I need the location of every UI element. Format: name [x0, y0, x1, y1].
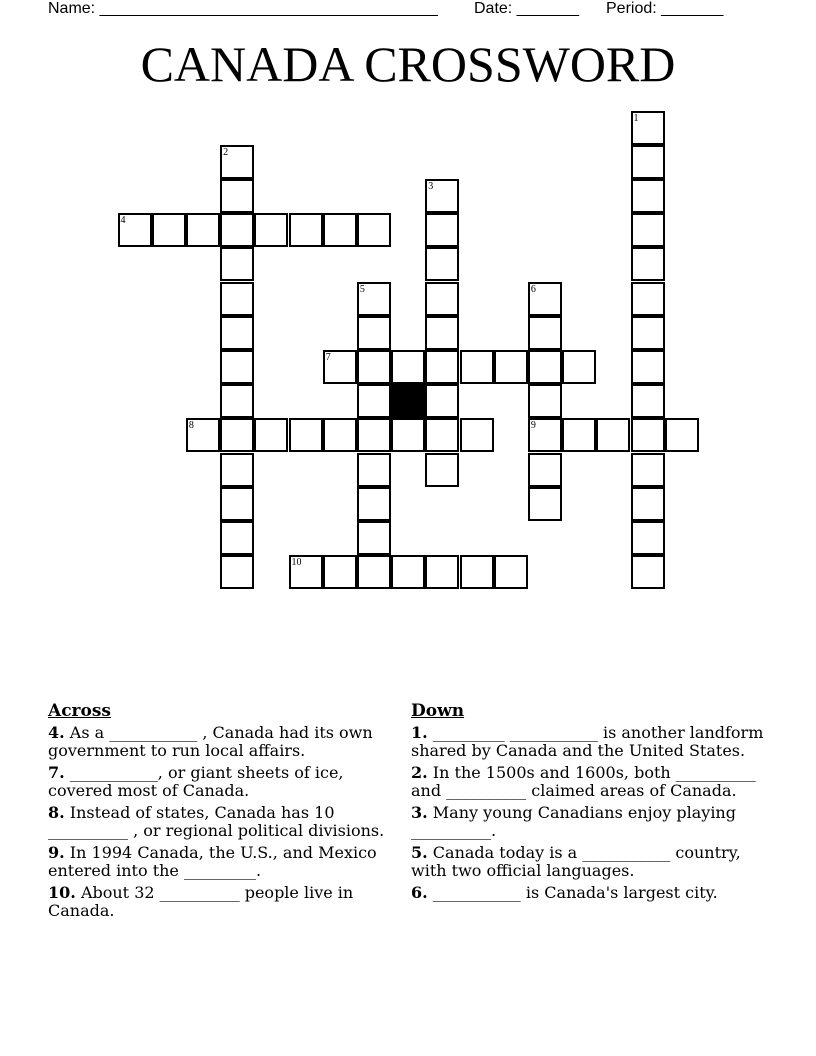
clue-across-4 — [48, 724, 393, 760]
crossword-cell[interactable] — [631, 418, 665, 452]
name-field[interactable]: Name: ______________________________________ — [48, 0, 438, 17]
crossword-cell[interactable] — [631, 213, 665, 247]
clue-number-label: 3 — [428, 180, 434, 192]
crossword-cell[interactable] — [220, 247, 254, 281]
across-heading: Across — [48, 701, 111, 721]
crossword-cell[interactable] — [323, 213, 357, 247]
crossword-cell[interactable] — [357, 487, 391, 521]
crossword-cell[interactable] — [357, 521, 391, 555]
clue-number-label: 2 — [223, 146, 229, 158]
crossword-cell[interactable] — [631, 555, 665, 589]
clue-text: ___________, or giant sheets of ice, covered most of Canada. — [48, 763, 344, 800]
crossword-cell[interactable] — [152, 213, 186, 247]
crossword-cell[interactable] — [631, 487, 665, 521]
crossword-cell[interactable] — [254, 213, 288, 247]
crossword-cell[interactable] — [323, 350, 357, 384]
page-title: CANADA CROSSWORD — [140, 36, 676, 92]
clue-across-10 — [48, 884, 393, 920]
crossword-cell[interactable] — [254, 418, 288, 452]
crossword-cell[interactable] — [528, 418, 562, 452]
crossword-cell[interactable] — [391, 350, 425, 384]
crossword-cell[interactable] — [186, 418, 220, 452]
clue-text: Canada today is a ___________ country, with two official languages. — [411, 843, 741, 880]
clue-text: ___________ is Canada's largest city. — [432, 883, 718, 902]
crossword-cell[interactable] — [562, 350, 596, 384]
crossword-cell[interactable] — [220, 418, 254, 452]
crossword-cell[interactable] — [665, 418, 699, 452]
clue-number: 3. — [411, 803, 428, 822]
clue-text: _________ ___________ is another landform shared by Canada and the United States. — [411, 723, 764, 760]
crossword-cell[interactable] — [631, 111, 665, 145]
date-field[interactable]: Date: _______ — [474, 0, 579, 17]
crossword-cell[interactable] — [289, 555, 323, 589]
crossword-cell[interactable] — [528, 282, 562, 316]
crossword-cell[interactable] — [186, 213, 220, 247]
clue-number: 7. — [48, 763, 65, 782]
clue-text: As a ___________ , Canada had its own government to run local affairs. — [48, 723, 373, 760]
clue-number-label: 9 — [530, 420, 536, 432]
clue-down-6 — [411, 884, 771, 902]
crossword-cell[interactable] — [425, 384, 459, 418]
clue-down-3 — [411, 804, 771, 840]
crossword-cell[interactable] — [220, 453, 254, 487]
crossword-cell[interactable] — [528, 487, 562, 521]
crossword-cell[interactable] — [494, 555, 528, 589]
crossword-cell[interactable] — [631, 247, 665, 281]
crossword-cell[interactable] — [631, 316, 665, 350]
crossword-cell[interactable] — [528, 453, 562, 487]
crossword-cell[interactable] — [631, 521, 665, 555]
crossword-cell[interactable] — [220, 487, 254, 521]
clue-number: 1. — [411, 723, 428, 742]
crossword-cell[interactable] — [425, 418, 459, 452]
crossword-cell[interactable] — [460, 418, 494, 452]
crossword-cell[interactable] — [528, 350, 562, 384]
crossword-cell[interactable] — [425, 350, 459, 384]
crossword-cell[interactable] — [425, 453, 459, 487]
clue-number: 6. — [411, 883, 428, 902]
crossword-cell[interactable] — [460, 555, 494, 589]
crossword-cell[interactable] — [425, 316, 459, 350]
crossword-cell[interactable] — [528, 384, 562, 418]
clue-number-label: 10 — [291, 557, 302, 569]
crossword-cell[interactable] — [631, 179, 665, 213]
clue-text: About 32 __________ people live in Canada. — [48, 883, 354, 920]
crossword-cell[interactable] — [357, 418, 391, 452]
crossword-cell[interactable] — [289, 213, 323, 247]
crossword-cell[interactable] — [357, 453, 391, 487]
clue-across-7 — [48, 764, 393, 800]
crossword-cell[interactable] — [494, 350, 528, 384]
clue-number: 5. — [411, 843, 428, 862]
clue-number-label: 4 — [120, 215, 126, 227]
crossword-cell[interactable] — [631, 350, 665, 384]
crossword-cell[interactable] — [425, 555, 459, 589]
crossword-cell[interactable] — [289, 418, 323, 452]
clue-number: 8. — [48, 803, 65, 822]
crossword-cell[interactable] — [631, 145, 665, 179]
crossword-cell[interactable] — [220, 384, 254, 418]
crossword-cell[interactable] — [391, 418, 425, 452]
clue-number-label: 6 — [530, 283, 536, 295]
crossword-cell[interactable] — [425, 179, 459, 213]
clue-text: Many young Canadians enjoy playing __________. — [411, 803, 736, 840]
clue-text: Instead of states, Canada has 10 __________ , or regional political divisions. — [48, 803, 385, 840]
crossword-cell[interactable] — [357, 213, 391, 247]
clue-number: 4. — [48, 723, 65, 742]
crossword-cell[interactable] — [220, 145, 254, 179]
crossword-cell[interactable] — [562, 418, 596, 452]
down-clues — [411, 701, 771, 906]
clue-number: 9. — [48, 843, 65, 862]
crossword-cell[interactable] — [357, 555, 391, 589]
clue-down-5 — [411, 844, 771, 880]
clue-down-2 — [411, 764, 771, 800]
crossword-cell[interactable] — [528, 316, 562, 350]
crossword-cell[interactable] — [596, 418, 630, 452]
clue-number-label: 1 — [633, 112, 639, 124]
clue-number-label: 7 — [325, 351, 331, 363]
crossword-block — [391, 384, 425, 418]
crossword-cell[interactable] — [631, 384, 665, 418]
clue-number: 2. — [411, 763, 428, 782]
crossword-cell[interactable] — [220, 213, 254, 247]
clue-number-label: 5 — [359, 283, 365, 295]
crossword-cell[interactable] — [220, 350, 254, 384]
clue-number: 10. — [48, 883, 76, 902]
across-clues — [48, 701, 393, 924]
crossword-cell[interactable] — [425, 247, 459, 281]
crossword-cell[interactable] — [118, 213, 152, 247]
crossword-cell[interactable] — [425, 213, 459, 247]
crossword-cell[interactable] — [357, 384, 391, 418]
crossword-cell[interactable] — [357, 282, 391, 316]
crossword-cell[interactable] — [391, 555, 425, 589]
clue-text: In the 1500s and 1600s, both __________ and __________ claimed areas of Canada. — [411, 763, 756, 800]
crossword-cell[interactable] — [220, 179, 254, 213]
clue-down-1 — [411, 724, 771, 760]
clue-across-8 — [48, 804, 393, 840]
clue-across-9 — [48, 844, 393, 880]
period-field[interactable]: Period: _______ — [606, 0, 724, 17]
crossword-cell[interactable] — [357, 316, 391, 350]
crossword-cell[interactable] — [631, 282, 665, 316]
student-info-header — [0, 0, 816, 20]
crossword-cell[interactable] — [357, 350, 391, 384]
crossword-cell[interactable] — [425, 282, 459, 316]
crossword-cell[interactable] — [220, 316, 254, 350]
crossword-cell[interactable] — [220, 282, 254, 316]
crossword-cell[interactable] — [460, 350, 494, 384]
down-heading: Down — [411, 701, 465, 721]
crossword-cell[interactable] — [631, 453, 665, 487]
crossword-cell[interactable] — [323, 555, 357, 589]
crossword-cell[interactable] — [220, 555, 254, 589]
clue-number-label: 8 — [188, 420, 194, 432]
crossword-cell[interactable] — [220, 521, 254, 555]
crossword-cell[interactable] — [323, 418, 357, 452]
clue-text: In 1994 Canada, the U.S., and Mexico entered into the _________. — [48, 843, 377, 880]
